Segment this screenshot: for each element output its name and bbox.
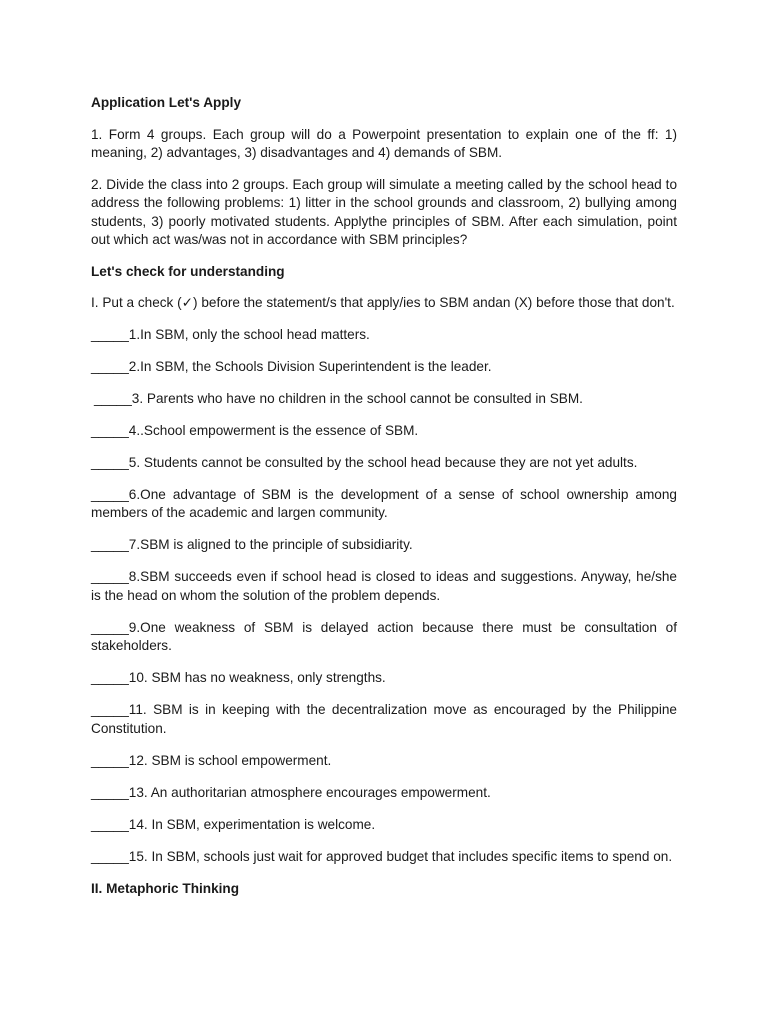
question-item-14: _____14. In SBM, experimentation is welcome. — [91, 816, 376, 832]
section-heading-application: Application Let's Apply — [91, 95, 242, 110]
question-item-9: _____9.One weakness of SBM is delayed action because there must be consultation of stakeholders. — [91, 619, 677, 653]
section-heading-metaphoric: II. Metaphoric Thinking — [91, 880, 240, 896]
question-item-3: _____3. Parents who have no children in the school cannot be consulted in SBM. — [94, 390, 583, 406]
question-item-13: _____13. An authoritarian atmosphere encourages empowerment. — [91, 784, 491, 800]
document-page — [91, 94, 677, 898]
question-item-12: _____12. SBM is school empowerment. — [91, 752, 332, 768]
question-item-8: _____8.SBM succeeds even if school head is closed to ideas and suggestions. Anyway, he/she is the head on whom the solution of the problem depends. — [91, 569, 677, 603]
question-item-7: _____7.SBM is aligned to the principle of subsidiarity. — [91, 537, 413, 552]
activity-1: 1. Form 4 groups. Each group will do a Powerpoint presentation to explain one of the ff: 1) meaning, 2) advantages, 3) disadvantages and 4) demands of SBM. — [91, 126, 677, 160]
question-item-5: _____5. Students cannot be consulted by the school head because they are not yet adults. — [91, 454, 638, 470]
section-heading-check: Let's check for understanding — [91, 263, 285, 279]
question-item-1: _____1.In SBM, only the school head matters. — [91, 326, 370, 342]
question-item-4: _____4..School empowerment is the essence of SBM. — [91, 422, 419, 438]
question-item-6: _____6.One advantage of SBM is the development of a sense of school ownership among members of the academic and largen community. — [91, 486, 677, 520]
question-item-15: _____15. In SBM, schools just wait for approved budget that includes specific items to spend on. — [91, 848, 673, 864]
question-item-10: _____10. SBM has no weakness, only strengths. — [91, 670, 386, 685]
activity-2: 2. Divide the class into 2 groups. Each group will simulate a meeting called by the school head to address the following problems: 1) litter in the school grounds and classroom, 2) bullying among students, 3) poorly motivated students. Applythe principles of SBM. After each simulation, point out which act was/was not in accordance with SBM principles? — [91, 176, 677, 247]
question-item-2: _____2.In SBM, the Schools Division Superintendent is the leader. — [91, 358, 492, 374]
instruction-text: I. Put a check (✓) before the statement/s that apply/ies to SBM andan (X) before those that don't. — [91, 295, 675, 310]
question-item-11: _____11. SBM is in keeping with the decentralization move as encouraged by the Philippine Constitution. — [91, 702, 677, 736]
